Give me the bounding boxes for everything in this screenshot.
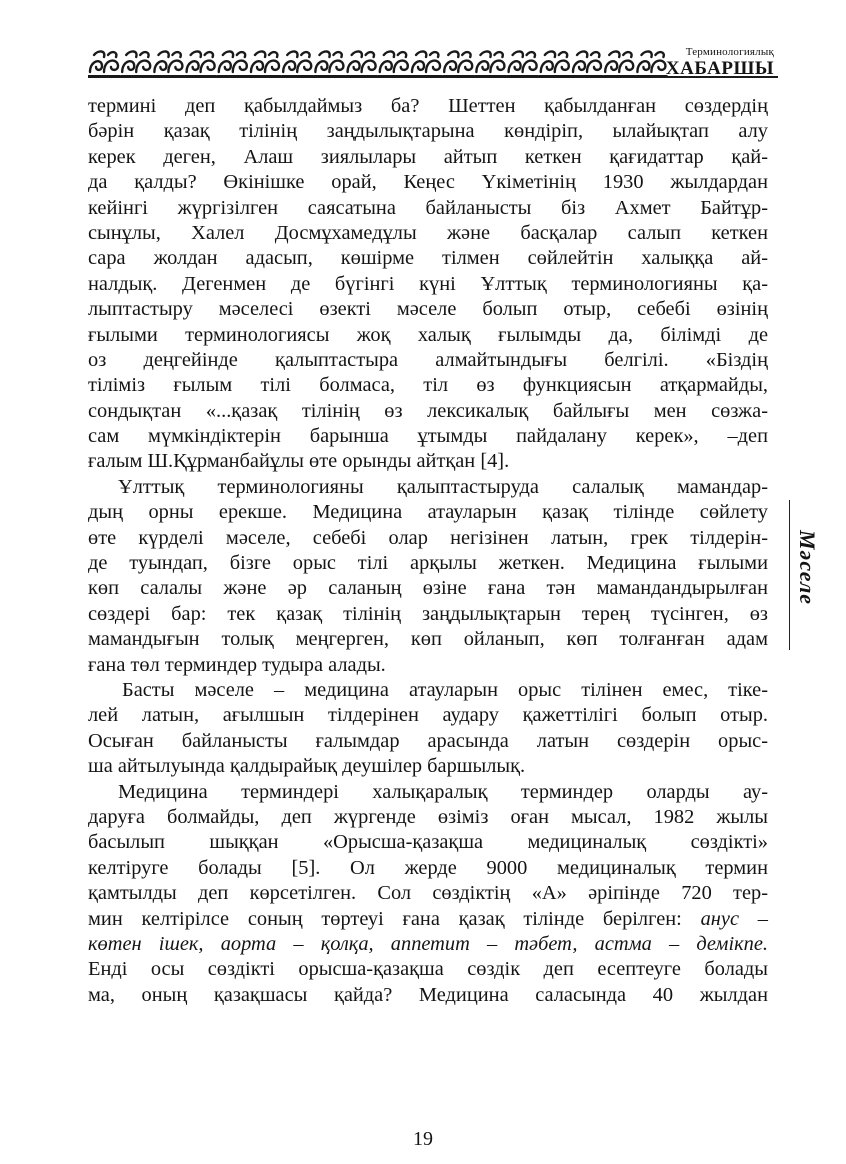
ornament-motif [474, 51, 506, 76]
text-line: сынұлы, Халел Досмұхамедұлы және басқалар салып кеткен [88, 221, 768, 244]
text-line: мамандығын толық меңгерген, көп ойланып, көп толғанған адам [88, 628, 768, 651]
text-line: сам мүмкіндіктерін барынша ұтымды пайдалану керек», –деп [88, 425, 768, 448]
text-line: лыптастыру мәселесі өзекті мәселе болып отыр, себебі өзінің [88, 298, 768, 321]
ornament-motif [88, 51, 120, 76]
ornament-motif [185, 51, 217, 76]
body-text [88, 94, 768, 1008]
text-line: Басты мәселе – медицина атауларын орыс тілінен емес, тіке- [122, 678, 768, 701]
text-line: керек деген, Алаш зиялылары айтып кеткен қағидаттар қай- [88, 145, 768, 168]
ornament-pattern [88, 48, 668, 78]
text-line: бәрін қазақ тілінің заңдылықтарына көндіріп, ылайықтап алу [88, 120, 768, 143]
italic-line: көтен ішек, аорта – қолқа, аппетит – тәбет, астма – демікпе. [88, 932, 768, 955]
ornament-motif [281, 51, 313, 76]
text-line: басылып шыққан «Орысша-қазақша медициналық сөздікті» [88, 831, 768, 854]
text-line: келтіруге болады [5]. Ол жерде 9000 медициналық термин [88, 856, 768, 879]
ornament-motif [313, 51, 345, 76]
paragraph-3 [88, 678, 768, 780]
text-line: да қалды? Өкінішке орай, Кеңес Үкіметінің 1930 жылдардан [88, 171, 768, 194]
ornament-motif [378, 51, 410, 76]
ornament-motif [635, 51, 667, 76]
text-line: оз деңгейінде қалыптастыра алмайтындығы белгілі. «Біздің [88, 348, 768, 371]
ornament-motif [152, 51, 184, 76]
ornament-motif [410, 51, 442, 76]
text-line: өте күрделі мәселе, себебі олар негізінен латын, грек тілдерін- [88, 526, 768, 549]
text-line: Енді осы сөздікті орысша-қазақша сөздік деп есептеуге болады [88, 958, 768, 981]
ornament-motif [539, 51, 571, 76]
text-line: Осыған байланысты ғалымдар арасында латын сөздерін орыс- [88, 729, 768, 752]
section-label: Мәселе [795, 530, 820, 606]
text-line: Ұлттық терминологияны қалыптастыруда салалық мамандар- [118, 475, 768, 498]
ornament-motif [249, 51, 281, 76]
text-line: сара жолдан адасып, көшірме тілмен сөйлейтін халыққа ай- [88, 247, 768, 270]
paragraph-1 [88, 94, 768, 475]
section-side-tab [789, 500, 846, 650]
ornament-motif [442, 51, 474, 76]
text-line: налдық. Дегенмен де бүгінгі күні Ұлттық терминологияны қа- [88, 272, 768, 295]
text-line: тіліміз ғылым тілі болмаса, тіл өз функциясын атқармайды, [88, 374, 768, 397]
paragraph-2 [88, 475, 768, 678]
text-line: қамтылды деп көрсетілген. Сол сөздіктің «А» әріпінде 720 тер- [88, 882, 768, 905]
journal-name-small: Терминологиялық [685, 46, 774, 58]
text-line: ғылыми терминологиясы жоқ халық ғылымды да, білімді де [88, 323, 768, 346]
running-header [88, 40, 778, 90]
header-rule [88, 76, 778, 78]
text-line: термині деп қабылдаймыз ба? Шеттен қабылданған сөздердің [88, 95, 768, 117]
text-line: ма, оның қазақшасы қайда? Медицина саласында 40 жылдан [88, 983, 768, 1006]
text-line: даруға болмайды, деп жүргенде өзіміз оған мысал, 1982 жылы [88, 805, 768, 828]
ornament-motif [217, 51, 249, 76]
text-line: ғалым Ш.Құрманбайұлы өте орынды айтқан [4]. [88, 450, 510, 473]
ornament-motif [603, 51, 635, 76]
text-line: ғана төл терминдер тудыра алады. [88, 653, 386, 676]
text-line: лей латын, ағылшын тілдерінен аудару қажеттілігі болып отыр. [88, 704, 768, 727]
text-line: ша айтылуында қалдырайық деушілер баршылық. [88, 755, 526, 778]
text-line: Медицина терминдері халықаралық терминдер оларды ау- [118, 780, 768, 803]
text-line-with-italic [88, 907, 768, 932]
ornament-motif [507, 51, 539, 76]
text-line: дың орны ерекше. Медицина атауларын қазақ тілінде сөйлету [88, 501, 768, 524]
ornament-motif [120, 51, 152, 76]
page-number: 19 [413, 1128, 433, 1150]
journal-name-big: ХАБАРШЫ [665, 58, 774, 79]
text-line: сөздері бар: тек қазақ тілінің заңдылықтарын терең түсінген, өз [88, 602, 768, 625]
italic-segment: анус – [681, 907, 768, 930]
text-line: де туындап, бізге орыс тілі арқылы жеткен. Медицина ғылыми [88, 552, 768, 575]
ornament-motif [346, 51, 378, 76]
text-line: сондықтан «...қазақ тілінің өз лексикалық байлығы мен сөзжа- [88, 399, 768, 422]
ornament-motif [571, 51, 603, 76]
text-line: көп салалы және әр саланың өзіне ғана тән мамандандырылған [88, 577, 768, 600]
text-line: кейінгі жүргізілген саясатына байланысты біз Ахмет Байтұр- [88, 196, 768, 219]
paragraph-4 [88, 780, 768, 1009]
text-segment: мин келтірілсе соның төртеуі ғана қазақ тілінде берілген: [88, 907, 682, 930]
ornament-border [88, 48, 668, 78]
